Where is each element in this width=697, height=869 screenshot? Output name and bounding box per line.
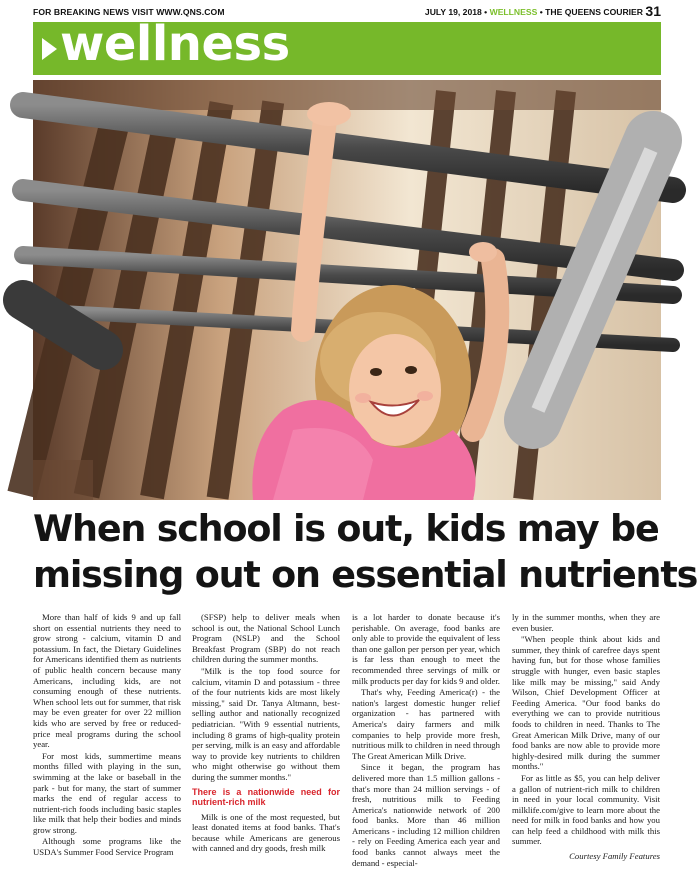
article-headline	[33, 506, 697, 598]
section-banner	[33, 16, 661, 75]
paragraph: For most kids, summertime means months filled with playing in the sun, swimming at the lake or baseball in the park - but for many, the start of summer marks the end of regular access to nutrient-rich foods including basic staples like milk that help their bodies and minds grow strong.	[33, 750, 181, 835]
paragraph: (SFSP) help to deliver meals when school is out, the National School Lunch Program (NSLP) and the School Breakfast Program (SBP) do not reach children during the summer months.	[192, 612, 340, 665]
paragraph: Although some programs like the USDA's Summer Food Service Program	[33, 836, 181, 858]
header-date: JULY 19, 2018 •	[424, 7, 488, 17]
paragraph: "Milk is the top food source for calcium, vitamin D and potassium - three of the four nutrients kids are most likely missing," said Dr. Tanya Altmann, best-selling author and nationally recognized pediatrician. "With 9 essential nutrients, including 8 grams of high-quality protein per serving, milk is an easy and affordable way to provide key nutrients to children who might otherwise go without them during the summer months."	[192, 665, 340, 782]
article-column-1	[33, 612, 181, 859]
article-column-2	[192, 612, 340, 855]
article-subhead: There is a nationwide need for nutrient-rich milk	[192, 786, 340, 807]
paragraph: Milk is one of the most requested, but least donated items at food banks. That's because while Americans are generous with canned and dry goods, fresh milk	[192, 811, 340, 854]
paragraph: "When people think about kids and summer, they think of carefree days spent having fun, but for those whose families struggle with hunger, even basic staples like milk may be missing," said Andy Wilson, Chief Development Officer at Feeding America. "Our food banks do everything we can to provide nutritious foods to children in need. Thanks to The Great American Milk Drive, many of our food banks are now able to provide more highly-desired milk during the summer months."	[512, 634, 660, 772]
header-publication: • THE QUEENS COURIER	[539, 7, 643, 17]
paragraph: For as little as $5, you can help deliver a gallon of nutrient-rich milk to children in need in your local community. Visit milklife.com/give to learn more about the need for milk in food banks and how you can help feed a childhood with milk this summer.	[512, 772, 660, 847]
header-meta	[425, 7, 643, 17]
breaking-news-link[interactable]: FOR BREAKING NEWS VISIT WWW.QNS.COM	[33, 7, 225, 17]
paragraph: That's why, Feeding America(r) - the nation's largest domestic hunger relief organization - has partnered with America's dairy farmers and milk companies to help provide more fresh, nutritious milk to children in need through The Great American Milk Drive.	[352, 687, 500, 761]
section-title: wellness	[60, 16, 290, 72]
page-number: 31	[645, 3, 661, 19]
headline-line-1: When school is out, kids may be	[33, 507, 659, 550]
article-column-3	[352, 612, 500, 869]
headline-line-2: missing out on essential nutrients	[33, 553, 697, 596]
girl-on-monkey-bars-image	[33, 80, 661, 500]
banner-arrow-icon	[42, 38, 57, 60]
feature-photo	[33, 80, 661, 500]
paragraph: More than half of kids 9 and up fall short on essential nutrients they need to grow strong - calcium, vitamin D and potassium. In fact, the Dietary Guidelines for Americans identified them as nutrients of public health concern because many Americans, including kids, are not consuming enough of these nutrients. When school lets out for summer, that risk may be even greater for over 22 million kids who are served by free or reduced-price meal programs during the school year.	[33, 612, 181, 750]
header-section: WELLNESS	[489, 7, 538, 17]
paragraph: Since it began, the program has delivered more than 1.5 million gallons - that's more than 24 million servings - of fresh, nutritious milk to Feeding America's nationwide network of 200 food banks. More than 46 million Americans - including 12 million children - rely on Feeding America each year and food banks cannot always meet the demand - especial-	[352, 762, 500, 868]
article-column-4	[512, 612, 660, 862]
paragraph: is a lot harder to donate because it's perishable. On average, food banks are only able to provide the equivalent of less than one gallon per person per year, which is far less than enough to meet the recommended three servings of milk or milk products per day for kids 9 and older.	[352, 612, 500, 686]
paragraph: ly in the summer months, when they are even busier.	[512, 612, 660, 633]
photo-credit: Courtesy Family Features	[569, 851, 660, 862]
